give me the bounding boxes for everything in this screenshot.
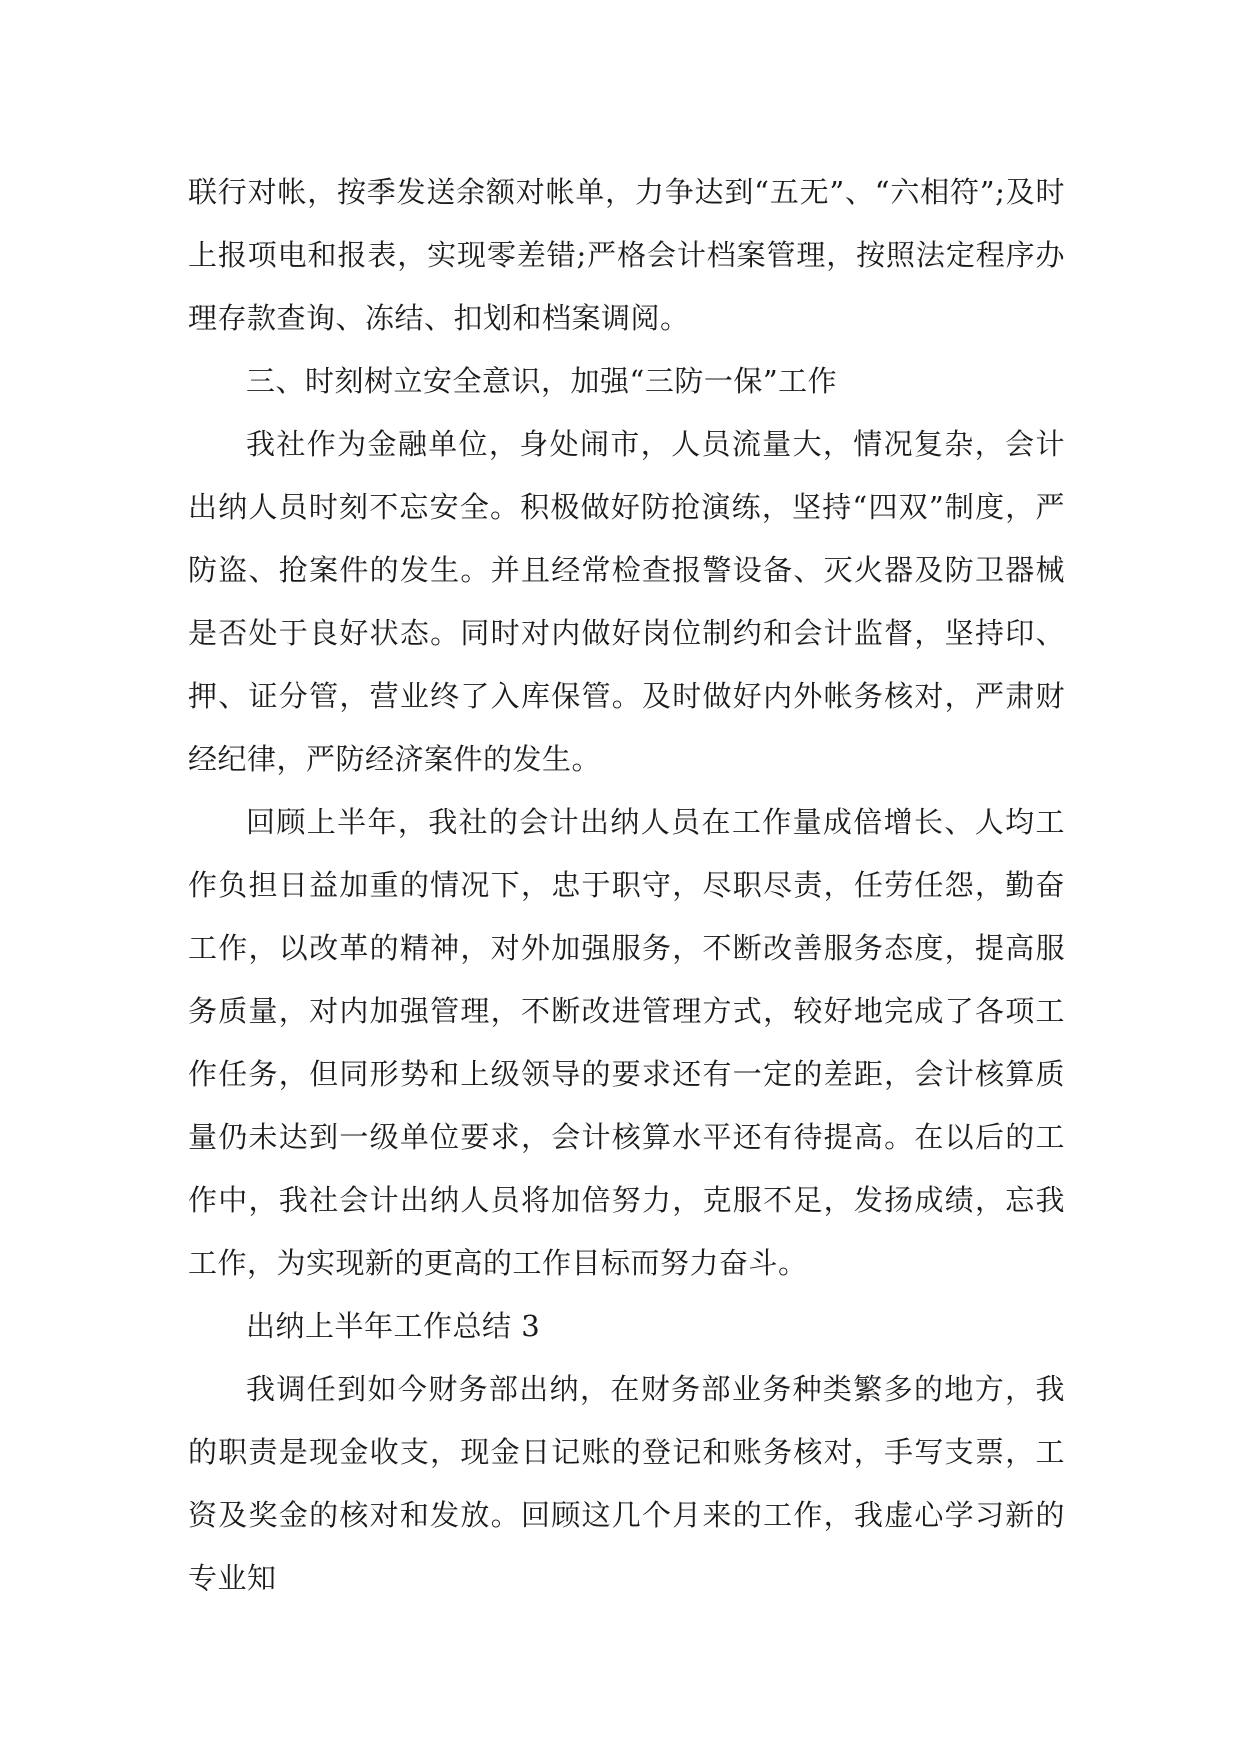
section-heading-summary-3: 出纳上半年工作总结 3 — [246, 1309, 541, 1343]
paragraph-safety-measures: 我社作为金融单位，身处闹市，人员流量大，情况复杂，会计出纳人员时刻不忘安全。积极做好防抢演练，坚持“四双”制度，严防盗、抢案件的发生。并且经常检查报警设备、灭火器及防卫器械是否处于良好状态。同时对内做好岗位制约和会计监督，坚持印、押、证分管，营业终了入库保管。及时做好内外帐务核对，严肃财经纪律，严防经济案件的发生。 — [188, 427, 1065, 776]
paragraph-continued: 联行对帐，按季发送余额对帐单，力争达到“五无”、“六相符”;及时上报项电和报表，实现零差错;严格会计档案管理，按照法定程序办理存款查询、冻结、扣划和档案调阅。 — [188, 175, 1065, 335]
paragraph-half-year-review: 回顾上半年，我社的会计出纳人员在工作量成倍增长、人均工作负担日益加重的情况下，忠于职守，尽职尽责，任劳任怨，勤奋工作，以改革的精神，对外加强服务，不断改善服务态度，提高服务质量，对内加强管理，不断改进管理方式，较好地完成了各项工作任务，但同形势和上级领导的要求还有一定的差距，会计核算质量仍未达到一级单位要求，会计核算水平还有待提高。在以后的工作中，我社会计出纳人员将加倍努力，克服不足，发扬成绩，忘我工作，为实现新的更高的工作目标而努力奋斗。 — [188, 805, 1065, 1280]
document-body — [188, 161, 1065, 1610]
section-heading-safety: 三、时刻树立安全意识，加强“三防一保”工作 — [246, 364, 838, 398]
paragraph-cashier-duties: 我调任到如今财务部出纳，在财务部业务种类繁多的地方，我的职责是现金收支，现金日记账的登记和账务核对，手写支票，工资及奖金的核对和发放。回顾这几个月来的工作，我虚心学习新的专业知 — [188, 1372, 1065, 1595]
